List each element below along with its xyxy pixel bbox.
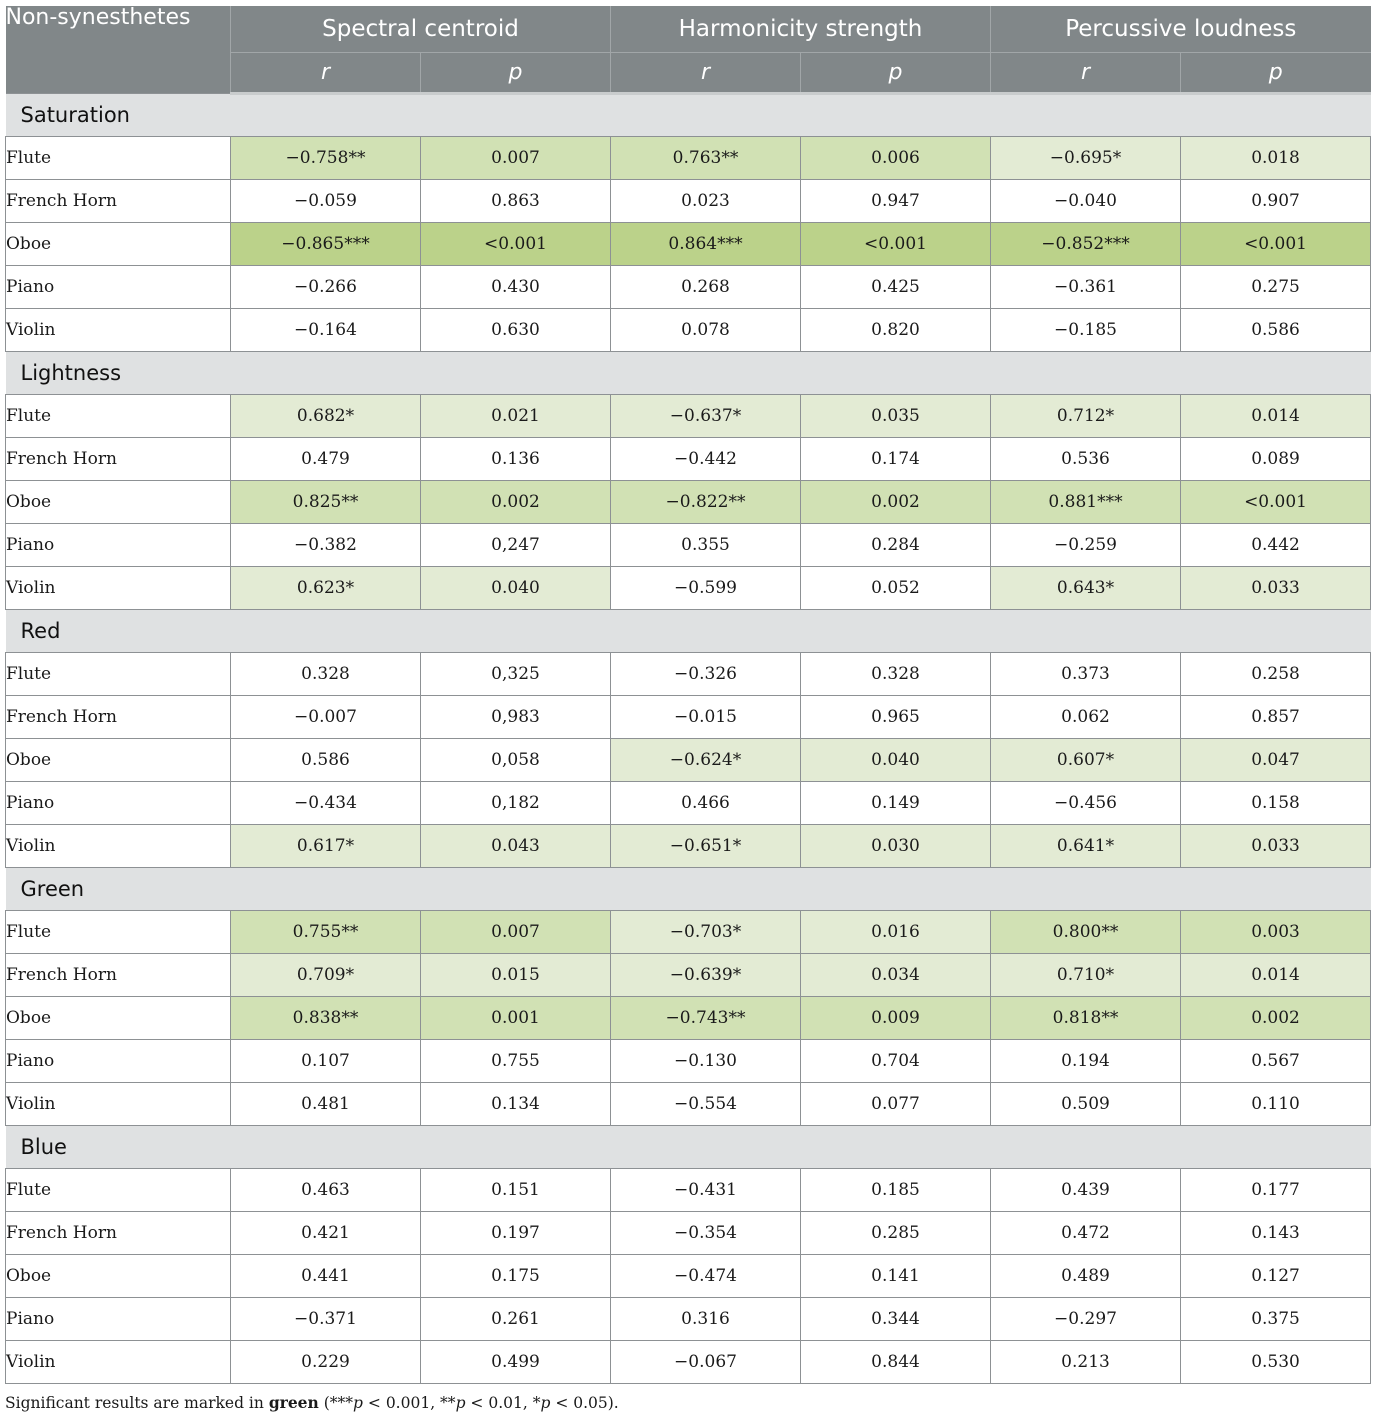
subheader-r: r: [231, 52, 421, 93]
group-header-harmonicity-strength: Harmonicity strength: [611, 6, 991, 52]
footnote-p: p: [540, 1394, 551, 1412]
p-value-cell: 0.009: [801, 996, 991, 1039]
p-value-cell: 0.002: [801, 480, 991, 523]
table-row: [6, 1340, 1371, 1383]
r-value-cell: −0.456: [991, 781, 1181, 824]
row-label: Oboe: [6, 1254, 231, 1297]
table-row: [6, 953, 1371, 996]
p-value-cell: 0.040: [801, 738, 991, 781]
footnote: [5, 1393, 619, 1412]
r-value-cell: −0.371: [231, 1297, 421, 1340]
r-value-cell: −0.822**: [611, 480, 801, 523]
row-label: French Horn: [6, 179, 231, 222]
row-label: Flute: [6, 652, 231, 695]
r-value-cell: 0.800**: [991, 910, 1181, 953]
r-value-cell: −0.703*: [611, 910, 801, 953]
section-title: Saturation: [6, 93, 1371, 136]
r-value-cell: 0.328: [231, 652, 421, 695]
p-value-cell: 0.141: [801, 1254, 991, 1297]
p-value-cell: 0.134: [421, 1082, 611, 1125]
r-value-cell: 0.078: [611, 308, 801, 351]
r-value-cell: 0.763**: [611, 136, 801, 179]
footnote-green-word: green: [268, 1393, 319, 1412]
p-value-cell: 0.007: [421, 910, 611, 953]
p-value-cell: 0.285: [801, 1211, 991, 1254]
row-label: Violin: [6, 1082, 231, 1125]
p-value-cell: 0.110: [1181, 1082, 1371, 1125]
r-value-cell: 0.316: [611, 1297, 801, 1340]
footnote-text: < 0.05).: [550, 1394, 619, 1412]
table-row: [6, 394, 1371, 437]
p-value-cell: 0.844: [801, 1340, 991, 1383]
subheader-p: p: [801, 52, 991, 93]
r-value-cell: −0.624*: [611, 738, 801, 781]
r-value-cell: 0.355: [611, 523, 801, 566]
r-value-cell: −0.361: [991, 265, 1181, 308]
table-row: [6, 1211, 1371, 1254]
p-value-cell: 0.375: [1181, 1297, 1371, 1340]
table-row: [6, 222, 1371, 265]
r-value-cell: 0.463: [231, 1168, 421, 1211]
p-value-cell: 0.136: [421, 437, 611, 480]
p-value-cell: 0.175: [421, 1254, 611, 1297]
p-value-cell: 0.197: [421, 1211, 611, 1254]
p-value-cell: 0.014: [1181, 953, 1371, 996]
p-value-cell: 0.704: [801, 1039, 991, 1082]
r-value-cell: 0.536: [991, 437, 1181, 480]
r-value-cell: −0.639*: [611, 953, 801, 996]
table-row: [6, 1168, 1371, 1211]
r-value-cell: 0.641*: [991, 824, 1181, 867]
row-label: Oboe: [6, 996, 231, 1039]
r-value-cell: 0.213: [991, 1340, 1181, 1383]
r-value-cell: 0.439: [991, 1168, 1181, 1211]
r-value-cell: 0.107: [231, 1039, 421, 1082]
section-row: [6, 867, 1371, 910]
r-value-cell: 0.023: [611, 179, 801, 222]
p-value-cell: 0.499: [421, 1340, 611, 1383]
r-value-cell: 0.268: [611, 265, 801, 308]
row-label: Flute: [6, 1168, 231, 1211]
footnote-p: p: [353, 1394, 363, 1412]
r-value-cell: 0.194: [991, 1039, 1181, 1082]
p-value-cell: 0,247: [421, 523, 611, 566]
r-value-cell: 0.643*: [991, 566, 1181, 609]
p-value-cell: 0,983: [421, 695, 611, 738]
p-value-cell: 0.089: [1181, 437, 1371, 480]
footnote-text: (***: [318, 1394, 354, 1412]
p-value-cell: <0.001: [1181, 480, 1371, 523]
p-value-cell: 0.430: [421, 265, 611, 308]
p-value-cell: 0.127: [1181, 1254, 1371, 1297]
p-value-cell: 0.755: [421, 1039, 611, 1082]
p-value-cell: 0.003: [1181, 910, 1371, 953]
r-value-cell: −0.852***: [991, 222, 1181, 265]
p-value-cell: 0.149: [801, 781, 991, 824]
r-value-cell: 0.586: [231, 738, 421, 781]
p-value-cell: 0.033: [1181, 824, 1371, 867]
r-value-cell: −0.015: [611, 695, 801, 738]
subheader-r: r: [611, 52, 801, 93]
table-body: [6, 93, 1371, 1383]
r-value-cell: −0.382: [231, 523, 421, 566]
p-value-cell: <0.001: [421, 222, 611, 265]
p-value-cell: 0.006: [801, 136, 991, 179]
section-row: [6, 351, 1371, 394]
table-row: [6, 308, 1371, 351]
table-row: [6, 781, 1371, 824]
row-label: Piano: [6, 1039, 231, 1082]
p-value-cell: 0.965: [801, 695, 991, 738]
row-label: Flute: [6, 394, 231, 437]
r-value-cell: 0.818**: [991, 996, 1181, 1039]
p-value-cell: 0.018: [1181, 136, 1371, 179]
results-table: [5, 6, 1371, 1384]
r-value-cell: −0.637*: [611, 394, 801, 437]
table-row: [6, 1297, 1371, 1340]
r-value-cell: 0.710*: [991, 953, 1181, 996]
p-value-cell: 0.907: [1181, 179, 1371, 222]
row-label: Flute: [6, 910, 231, 953]
r-value-cell: −0.130: [611, 1039, 801, 1082]
row-label: French Horn: [6, 695, 231, 738]
p-value-cell: 0,325: [421, 652, 611, 695]
r-value-cell: 0.682*: [231, 394, 421, 437]
r-value-cell: −0.067: [611, 1340, 801, 1383]
subheader-r: r: [991, 52, 1181, 93]
p-value-cell: 0.567: [1181, 1039, 1371, 1082]
r-value-cell: −0.743**: [611, 996, 801, 1039]
p-value-cell: 0.151: [421, 1168, 611, 1211]
section-row: [6, 93, 1371, 136]
p-value-cell: 0.007: [421, 136, 611, 179]
r-value-cell: 0.489: [991, 1254, 1181, 1297]
p-value-cell: 0.261: [421, 1297, 611, 1340]
row-label: French Horn: [6, 1211, 231, 1254]
p-value-cell: 0.001: [421, 996, 611, 1039]
p-value-cell: 0.630: [421, 308, 611, 351]
r-value-cell: −0.164: [231, 308, 421, 351]
r-value-cell: −0.007: [231, 695, 421, 738]
r-value-cell: −0.599: [611, 566, 801, 609]
p-value-cell: 0.002: [1181, 996, 1371, 1039]
section-title: Lightness: [6, 351, 1371, 394]
r-value-cell: 0.472: [991, 1211, 1181, 1254]
p-value-cell: 0.275: [1181, 265, 1371, 308]
r-value-cell: 0.441: [231, 1254, 421, 1297]
p-value-cell: 0.344: [801, 1297, 991, 1340]
p-value-cell: 0.177: [1181, 1168, 1371, 1211]
row-label: Piano: [6, 523, 231, 566]
r-value-cell: 0.607*: [991, 738, 1181, 781]
r-value-cell: −0.259: [991, 523, 1181, 566]
p-value-cell: 0.185: [801, 1168, 991, 1211]
r-value-cell: −0.434: [231, 781, 421, 824]
row-label: Violin: [6, 824, 231, 867]
table-row: [6, 1039, 1371, 1082]
p-value-cell: 0.077: [801, 1082, 991, 1125]
row-label: Piano: [6, 1297, 231, 1340]
subheader-p: p: [421, 52, 611, 93]
section-title: Blue: [6, 1125, 1371, 1168]
p-value-cell: 0.442: [1181, 523, 1371, 566]
r-value-cell: 0.712*: [991, 394, 1181, 437]
p-value-cell: 0.863: [421, 179, 611, 222]
r-value-cell: −0.651*: [611, 824, 801, 867]
row-label: Flute: [6, 136, 231, 179]
p-value-cell: <0.001: [801, 222, 991, 265]
table-row: [6, 996, 1371, 1039]
footnote-text: < 0.001, **: [362, 1394, 456, 1412]
p-value-cell: 0.047: [1181, 738, 1371, 781]
footnote-prefix: Significant results are marked in: [5, 1394, 269, 1412]
p-value-cell: 0,182: [421, 781, 611, 824]
r-value-cell: −0.758**: [231, 136, 421, 179]
row-label: Oboe: [6, 480, 231, 523]
r-value-cell: 0.623*: [231, 566, 421, 609]
r-value-cell: −0.326: [611, 652, 801, 695]
row-label: Violin: [6, 308, 231, 351]
table-row: [6, 1254, 1371, 1297]
p-value-cell: 0.328: [801, 652, 991, 695]
table-row: [6, 1082, 1371, 1125]
r-value-cell: 0.481: [231, 1082, 421, 1125]
table-row: [6, 738, 1371, 781]
r-value-cell: 0.229: [231, 1340, 421, 1383]
p-value-cell: 0.586: [1181, 308, 1371, 351]
r-value-cell: −0.442: [611, 437, 801, 480]
p-value-cell: <0.001: [1181, 222, 1371, 265]
r-value-cell: −0.865***: [231, 222, 421, 265]
r-value-cell: −0.185: [991, 308, 1181, 351]
r-value-cell: 0.509: [991, 1082, 1181, 1125]
p-value-cell: 0.021: [421, 394, 611, 437]
p-value-cell: 0.947: [801, 179, 991, 222]
r-value-cell: −0.040: [991, 179, 1181, 222]
row-label: Violin: [6, 1340, 231, 1383]
group-header-spectral-centroid: Spectral centroid: [231, 6, 611, 52]
p-value-cell: 0.820: [801, 308, 991, 351]
table-row: [6, 824, 1371, 867]
r-value-cell: 0.617*: [231, 824, 421, 867]
footnote-p: p: [455, 1394, 466, 1412]
p-value-cell: 0.158: [1181, 781, 1371, 824]
p-value-cell: 0.033: [1181, 566, 1371, 609]
p-value-cell: 0.002: [421, 480, 611, 523]
table-row: [6, 566, 1371, 609]
row-label: Piano: [6, 265, 231, 308]
section-row: [6, 1125, 1371, 1168]
p-value-cell: 0.143: [1181, 1211, 1371, 1254]
r-value-cell: 0.373: [991, 652, 1181, 695]
p-value-cell: 0.035: [801, 394, 991, 437]
row-label: Oboe: [6, 738, 231, 781]
r-value-cell: −0.266: [231, 265, 421, 308]
group-header-percussive-loudness: Percussive loudness: [991, 6, 1371, 52]
subheader-p: p: [1181, 52, 1371, 93]
table-row: [6, 910, 1371, 953]
table-row: [6, 480, 1371, 523]
r-value-cell: 0.864***: [611, 222, 801, 265]
r-value-cell: 0.466: [611, 781, 801, 824]
p-value-cell: 0.530: [1181, 1340, 1371, 1383]
p-value-cell: 0.284: [801, 523, 991, 566]
r-value-cell: 0.825**: [231, 480, 421, 523]
p-value-cell: 0.258: [1181, 652, 1371, 695]
r-value-cell: −0.059: [231, 179, 421, 222]
p-value-cell: 0.052: [801, 566, 991, 609]
table-row: [6, 695, 1371, 738]
r-value-cell: −0.354: [611, 1211, 801, 1254]
table-row: [6, 437, 1371, 480]
table-row: [6, 136, 1371, 179]
p-value-cell: 0.425: [801, 265, 991, 308]
r-value-cell: 0.062: [991, 695, 1181, 738]
section-title: Green: [6, 867, 1371, 910]
r-value-cell: 0.709*: [231, 953, 421, 996]
table-row: [6, 265, 1371, 308]
table-row: [6, 652, 1371, 695]
footnote-text: < 0.01, *: [465, 1394, 541, 1412]
row-label: Violin: [6, 566, 231, 609]
r-value-cell: −0.695*: [991, 136, 1181, 179]
p-value-cell: 0.174: [801, 437, 991, 480]
row-label: Oboe: [6, 222, 231, 265]
p-value-cell: 0.030: [801, 824, 991, 867]
p-value-cell: 0.043: [421, 824, 611, 867]
section-title: Red: [6, 609, 1371, 652]
row-label: French Horn: [6, 953, 231, 996]
r-value-cell: −0.431: [611, 1168, 801, 1211]
p-value-cell: 0.034: [801, 953, 991, 996]
section-row: [6, 609, 1371, 652]
r-value-cell: 0.755**: [231, 910, 421, 953]
corner-header: Non-synesthetes: [6, 6, 231, 93]
table-row: [6, 523, 1371, 566]
p-value-cell: 0.857: [1181, 695, 1371, 738]
p-value-cell: 0.040: [421, 566, 611, 609]
p-value-cell: 0.015: [421, 953, 611, 996]
r-value-cell: −0.297: [991, 1297, 1181, 1340]
row-label: French Horn: [6, 437, 231, 480]
p-value-cell: 0.014: [1181, 394, 1371, 437]
p-value-cell: 0.016: [801, 910, 991, 953]
r-value-cell: 0.838**: [231, 996, 421, 1039]
r-value-cell: −0.554: [611, 1082, 801, 1125]
table-row: [6, 179, 1371, 222]
p-value-cell: 0,058: [421, 738, 611, 781]
r-value-cell: −0.474: [611, 1254, 801, 1297]
r-value-cell: 0.881***: [991, 480, 1181, 523]
r-value-cell: 0.421: [231, 1211, 421, 1254]
row-label: Piano: [6, 781, 231, 824]
r-value-cell: 0.479: [231, 437, 421, 480]
